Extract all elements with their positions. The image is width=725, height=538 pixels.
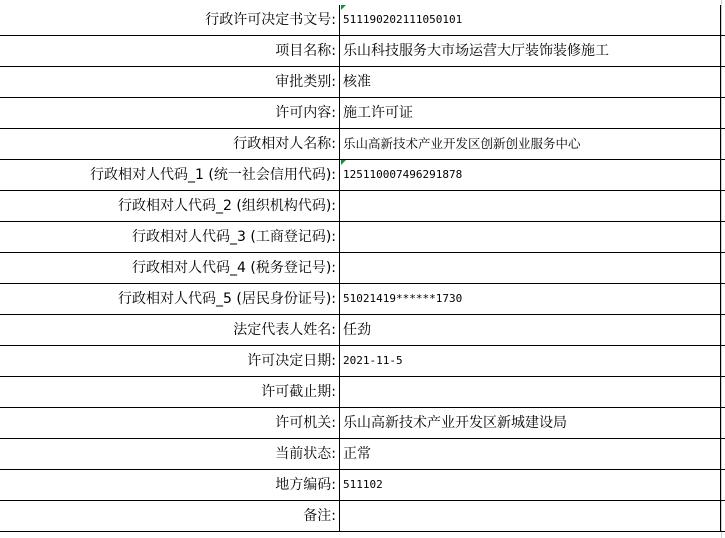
table-row (0, 191, 725, 222)
field-value[interactable]: 125110007496291878 (341, 160, 721, 190)
field-value[interactable]: 正常 (341, 439, 721, 469)
field-value[interactable]: 51021419******1730 (341, 284, 721, 314)
table-row (0, 470, 725, 501)
field-label: 行政相对人代码_1 (统一社会信用代码): (0, 160, 340, 190)
field-value[interactable]: 乐山科技服务大市场运营大厅装饰装修施工 (341, 36, 721, 66)
field-label: 行政相对人代码_2 (组织机构代码): (0, 191, 340, 221)
field-label: 许可机关: (0, 408, 340, 438)
field-label: 备注: (0, 501, 340, 531)
table-row (0, 315, 725, 346)
field-label: 许可内容: (0, 98, 340, 128)
table-row (0, 36, 725, 67)
field-value[interactable] (341, 377, 721, 407)
field-label: 地方编码: (0, 470, 340, 500)
field-value[interactable] (341, 191, 721, 221)
field-label: 许可决定日期: (0, 346, 340, 376)
table-row (0, 222, 725, 253)
field-label: 当前状态: (0, 439, 340, 469)
field-label: 行政相对人名称: (0, 129, 340, 159)
field-label: 许可截止期: (0, 377, 340, 407)
table-row (0, 408, 725, 439)
field-label: 审批类别: (0, 67, 340, 97)
field-value[interactable]: 511102 (341, 470, 721, 500)
field-label: 行政相对人代码_4 (税务登记号): (0, 253, 340, 283)
table-row (0, 98, 725, 129)
table-row (0, 439, 725, 470)
field-label: 行政相对人代码_3 (工商登记码): (0, 222, 340, 252)
field-label: 行政许可决定书文号: (0, 5, 340, 35)
table-row (0, 67, 725, 98)
table-row (0, 253, 725, 284)
field-label: 项目名称: (0, 36, 340, 66)
field-value[interactable]: 核准 (341, 67, 721, 97)
cell-error-marker (341, 160, 346, 165)
field-value[interactable]: 乐山高新技术产业开发区新城建设局 (341, 408, 721, 438)
table-row (0, 5, 725, 36)
table-row (0, 284, 725, 315)
field-value[interactable]: 乐山高新技术产业开发区创新创业服务中心 (341, 129, 721, 159)
table-row (0, 160, 725, 191)
field-label: 法定代表人姓名: (0, 315, 340, 345)
cell-error-marker (341, 5, 346, 10)
field-value[interactable]: 施工许可证 (341, 98, 721, 128)
field-value[interactable] (341, 222, 721, 252)
field-value[interactable] (341, 501, 721, 531)
field-value[interactable] (341, 253, 721, 283)
table-row (0, 501, 725, 532)
table-row (0, 129, 725, 160)
table-row (0, 377, 725, 408)
table-row (0, 346, 725, 377)
field-label: 行政相对人代码_5 (居民身份证号): (0, 284, 340, 314)
field-value[interactable]: 2021-11-5 (341, 346, 721, 376)
field-value[interactable]: 任劲 (341, 315, 721, 345)
field-value[interactable]: 511190202111050101 (341, 5, 721, 35)
